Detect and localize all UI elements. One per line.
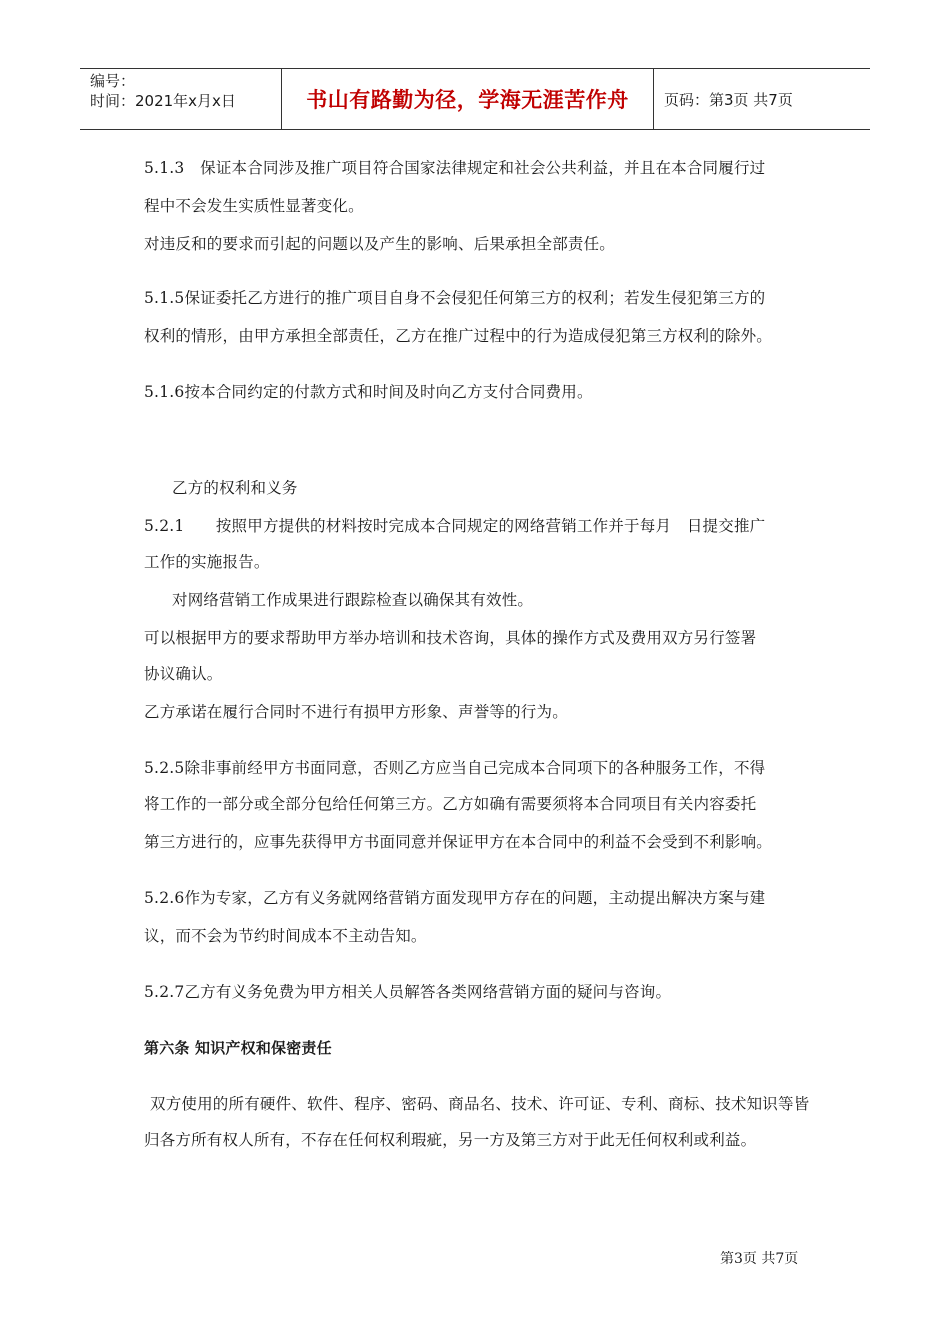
clause-5-1-5-line1: 5.1.5保证委托乙方进行的推广项目自身不会侵犯任何第三方的权利；若发生侵犯第三方的: [144, 289, 766, 307]
clause-ip-line2: 归各方所有权人所有，不存在任何权利瑕疵，另一方及第三方对于此无任何权利或利益。: [144, 1131, 757, 1149]
clause-5-2-5-line2: 将工作的一部分或全部分包给任何第三方。乙方如确有需要须将本合同项目有关内容委托: [144, 795, 757, 813]
clause-5-2-1-line2: 工作的实施报告。: [144, 553, 270, 571]
clause-5-2-5-line3: 第三方进行的，应事先获得甲方书面同意并保证甲方在本合同中的利益不会受到不利影响。: [144, 833, 773, 851]
clause-5-2-6-line1: 5.2.6作为专家，乙方有义务就网络营销方面发现甲方存在的问题，主动提出解决方案与建: [144, 889, 766, 907]
clause-5-2-7: 5.2.7乙方有义务免费为甲方相关人员解答各类网络营销方面的疑问与咨询。: [144, 983, 672, 1001]
section-party-b-title: 乙方的权利和义务: [172, 479, 298, 497]
clause-training-line1: 可以根据甲方的要求帮助甲方举办培训和技术咨询，具体的操作方式及费用双方另行签署: [144, 629, 757, 647]
header-page-number: 页码：第3页 共7页: [664, 90, 793, 109]
clause-training-line2: 协议确认。: [144, 665, 223, 683]
document-date: 时间：2021年x月x日: [90, 92, 236, 110]
clause-promise: 乙方承诺在履行合同时不进行有损甲方形象、声誉等的行为。: [144, 703, 568, 721]
article-6-title: 第六条 知识产权和保密责任: [144, 1039, 332, 1057]
header-meta: [80, 69, 282, 129]
clause-5-1-3-line1: 5.1.3 保证本合同涉及推广项目符合国家法律规定和社会公共利益，并且在本合同履行过: [144, 159, 766, 177]
clause-5-1-3-line2: 程中不会发生实质性显著变化。: [144, 197, 364, 215]
clause-5-2-5-line1: 5.2.5除非事前经甲方书面同意，否则乙方应当自己完成本合同项下的各种服务工作，不得: [144, 759, 766, 777]
clause-5-1-5-line2: 权利的情形，由甲方承担全部责任，乙方在推广过程中的行为造成侵犯第三方权利的除外。: [144, 327, 773, 345]
header-motto: 书山有路勤为径，学海无涯苦作舟: [282, 69, 654, 129]
clause-ip-line1: 双方使用的所有硬件、软件、程序、密码、商品名、技术、许可证、专利、商标、技术知识等皆: [150, 1095, 810, 1113]
page-header: [80, 68, 870, 130]
clause-tracking: 对网络营销工作成果进行跟踪检查以确保其有效性。: [172, 591, 534, 609]
clause-5-2-1-line1: 5.2.1 按照甲方提供的材料按时完成本合同规定的网络营销工作并于每月 日提交推广: [144, 517, 766, 535]
clause-5-2-6-line2: 议，而不会为节约时间成本不主动告知。: [144, 927, 427, 945]
footer-page-number: 第3页 共7页: [720, 1251, 799, 1267]
clause-5-1-6: 5.1.6按本合同约定的付款方式和时间及时向乙方支付合同费用。: [144, 383, 593, 401]
document-number: 编号：: [90, 72, 136, 90]
clause-violation: 对违反和的要求而引起的问题以及产生的影响、后果承担全部责任。: [144, 235, 616, 253]
